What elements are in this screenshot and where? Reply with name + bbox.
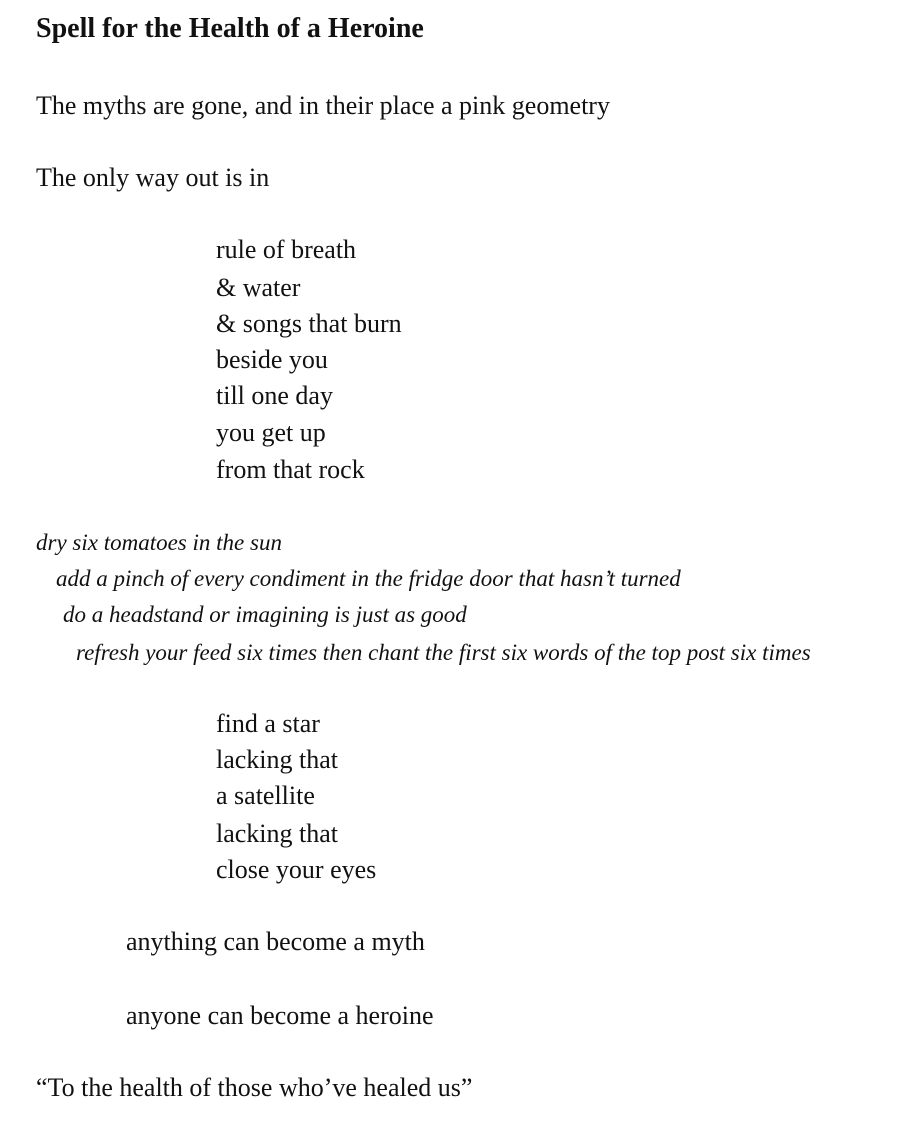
poem-title: Spell for the Health of a Heroine — [36, 13, 424, 44]
stanza1-line: till one day — [216, 381, 333, 410]
stanza1-line: from that rock — [216, 455, 365, 484]
instruction-line: add a pinch of every condiment in the fridge door that hasn’t turned — [56, 566, 681, 591]
refrain-line: anyone can become a heroine — [126, 1001, 434, 1030]
instruction-line: do a headstand or imagining is just as good — [63, 602, 467, 627]
stanza1-line: rule of breath — [216, 235, 357, 264]
stanza2-line: find a star — [216, 709, 320, 738]
opening-line: The only way out is in — [36, 163, 270, 192]
closing-line: “To the health of those who’ve healed us” — [36, 1073, 473, 1102]
stanza1-line: you get up — [216, 418, 326, 447]
stanza2-line: lacking that — [216, 819, 339, 848]
stanza1-line: beside you — [216, 345, 328, 374]
stanza2-line: a satellite — [216, 781, 315, 810]
opening-line: The myths are gone, and in their place a pink geometry — [36, 91, 610, 120]
stanza1-line: & water — [216, 273, 301, 302]
refrain-line: anything can become a myth — [126, 927, 425, 956]
stanza2-line: close your eyes — [216, 855, 377, 884]
instruction-line: refresh your feed six times then chant the first six words of the top post six times — [76, 640, 811, 665]
stanza1-line: & songs that burn — [216, 309, 402, 338]
stanza2-line: lacking that — [216, 745, 339, 774]
instruction-line: dry six tomatoes in the sun — [36, 530, 282, 555]
